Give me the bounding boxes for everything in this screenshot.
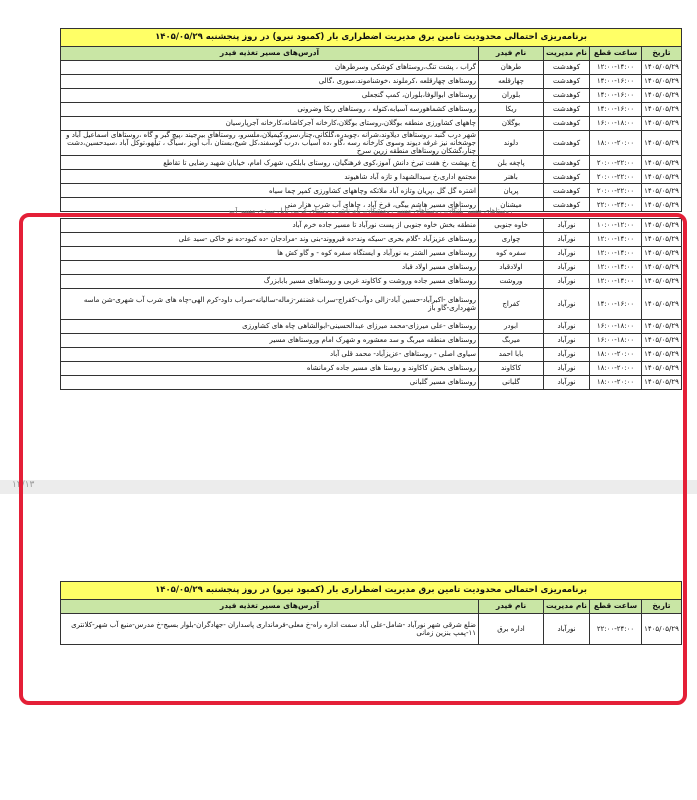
cell-district: نورآباد — [544, 219, 590, 233]
cell-date: ۱۴۰۵/۰۵/۲۹ — [642, 275, 682, 289]
cell-feeder: طرهان — [479, 61, 544, 75]
schedule-table-page-14 — [60, 581, 682, 645]
cell-address: مجتمع اداری،خ سیدالشهدا و تازه آباد شاهیوند — [61, 170, 479, 184]
table-row — [61, 103, 682, 117]
cell-address: روستاهای مسیر گلبانی — [61, 376, 479, 390]
cell-district: کوهدشت — [544, 89, 590, 103]
cell-feeder: اداره برق — [479, 614, 544, 645]
cell-date: ۱۴۰۵/۰۵/۲۹ — [642, 261, 682, 275]
table-title: برنامه‌ریزی احتمالی محدودیت تامین برق مدیریت اضطراری بار (کمبود نیرو) در روز پنجشنبه ۱۴۰۵/۰۵/۲۹ — [61, 582, 682, 600]
header-date: تاریخ — [642, 47, 682, 61]
cell-time: ۲۰:۰۰-۲۲:۰۰ — [590, 184, 642, 198]
header-time: ساعت قطع — [590, 600, 642, 614]
cell-feeder: دلوند — [479, 131, 544, 156]
table-title-row — [61, 582, 682, 600]
table-title: برنامه‌ریزی احتمالی محدودیت تامین برق مدیریت اضطراری بار (کمبود نیرو) در روز پنجشنبه ۱۴۰۵/۰۵/۲۹ — [61, 29, 682, 47]
header-district: نام مدیریت — [544, 47, 590, 61]
cell-time: ۱۲:۰۰-۱۴:۰۰ — [590, 247, 642, 261]
cell-date: ۱۴۰۵/۰۵/۲۹ — [642, 614, 682, 645]
cell-address: روستاهای ابوالوفا،بلوران، کمپ گنجعلی — [61, 89, 479, 103]
cell-address: گراب ، پشت تنگ،روستاهای کوشکی وسرطرهان — [61, 61, 479, 75]
cell-address: روستاهای کشماهورسه آسیابه،کتوله ، روستاهای ریکا وضرونی — [61, 103, 479, 117]
cell-feeder: وروشت — [479, 275, 544, 289]
table-row — [61, 334, 682, 348]
cell-time: ۱۲:۰۰-۱۴:۰۰ — [590, 61, 642, 75]
header-feeder: نام فیدر — [479, 600, 544, 614]
cell-time: ۱۲:۰۰-۱۴:۰۰ — [590, 261, 642, 275]
table-title-row — [61, 29, 682, 47]
cell-address: روستاهای منطقه میربگ و سد معشوره و شهرک امام وروستاهای مسیر — [61, 334, 479, 348]
table-body — [61, 614, 682, 645]
table-header-row — [61, 47, 682, 61]
table-row — [61, 75, 682, 89]
cell-address: ضلع شرقی شهر نورآباد -شامل-علی آباد سمت اداره راه-خ معلی-فرمانداری پاسداران -جهادگران-بلوار بسیج-خ مدرس-منبع آب شهر-کلانتری ۱۱-پمپ بنزین زمانی — [61, 614, 479, 645]
cell-address: روستاهای مسیر اولاد قباد — [61, 261, 479, 275]
cell-feeder: ریکا — [479, 103, 544, 117]
cell-time: ۱۴:۰۰-۱۶:۰۰ — [590, 103, 642, 117]
table-row — [61, 117, 682, 131]
table-body — [61, 61, 682, 212]
cell-district: نورآباد — [544, 614, 590, 645]
header-time: ساعت قطع — [590, 47, 642, 61]
table-row — [61, 320, 682, 334]
table-row — [61, 184, 682, 198]
cell-date: ۱۴۰۵/۰۵/۲۹ — [642, 198, 682, 212]
cell-district: کوهدشت — [544, 170, 590, 184]
cell-address: روستاهای چهارقلعه ،کرملوند ،خوشناموند،سوری ،گالی — [61, 75, 479, 89]
cell-district: نورآباد — [544, 247, 590, 261]
cell-feeder: ابودر — [479, 320, 544, 334]
table-row — [61, 348, 682, 362]
cell-district: نورآباد — [544, 233, 590, 247]
header-feeder: نام فیدر — [479, 47, 544, 61]
header-address: آدرس‌های مسیر تغذیه فیدر — [61, 600, 479, 614]
cell-address: خ بهشت ،خ هفت تیرخ دانش آموز،کوی فرهنگیان، روستای بابلکی، شهرک امام، خیابان شهید رضایی تا تقاطع — [61, 156, 479, 170]
table-header-row — [61, 600, 682, 614]
cell-feeder: گلبانی — [479, 376, 544, 390]
cell-date: ۱۴۰۵/۰۵/۲۹ — [642, 320, 682, 334]
cell-time: ۲۲:۰۰-۲۴:۰۰ — [590, 198, 642, 212]
cell-district: کوهدشت — [544, 156, 590, 170]
cell-feeder: سفره کوه — [479, 247, 544, 261]
cell-address: روستاهای عزیزآباد -گلام بحری -سیکه وند-ده قیرووند-بنی وند -مرادجان -ده کبود-ده نو خاکی -سید علی — [61, 233, 479, 247]
cell-time: ۱۸:۰۰-۲۰:۰۰ — [590, 348, 642, 362]
cell-district: نورآباد — [544, 261, 590, 275]
cell-district: نورآباد — [544, 289, 590, 320]
cell-date: ۱۴۰۵/۰۵/۲۹ — [642, 362, 682, 376]
cell-date: ۱۴۰۵/۰۵/۲۹ — [642, 156, 682, 170]
cell-feeder: چهارقلعه — [479, 75, 544, 89]
cell-date: ۱۴۰۵/۰۵/۲۹ — [642, 117, 682, 131]
cell-time: ۱۸:۰۰-۲۰:۰۰ — [590, 362, 642, 376]
cell-date: ۱۴۰۵/۰۵/۲۹ — [642, 289, 682, 320]
cell-district: کوهدشت — [544, 184, 590, 198]
cell-date: ۱۴۰۵/۰۵/۲۹ — [642, 170, 682, 184]
cell-feeder: میربگ — [479, 334, 544, 348]
schedule-table-nurabad — [60, 218, 682, 390]
cell-time: ۱۲:۰۰-۱۴:۰۰ — [590, 233, 642, 247]
page-number: ۱۴/۱۳ — [12, 480, 35, 490]
table-row — [61, 61, 682, 75]
cell-time: ۱۰:۰۰-۱۲:۰۰ — [590, 219, 642, 233]
cell-date: ۱۴۰۵/۰۵/۲۹ — [642, 184, 682, 198]
cell-time: ۲۲:۰۰-۲۴:۰۰ — [590, 614, 642, 645]
cell-date: ۱۴۰۵/۰۵/۲۹ — [642, 75, 682, 89]
cell-time: ۱۸:۰۰-۲۰:۰۰ — [590, 131, 642, 156]
table-row — [61, 376, 682, 390]
cell-time: ۱۶:۰۰-۱۸:۰۰ — [590, 334, 642, 348]
cell-date: ۱۴۰۵/۰۵/۲۹ — [642, 103, 682, 117]
cell-district: نورآباد — [544, 334, 590, 348]
table-row — [61, 289, 682, 320]
page-separator — [0, 480, 697, 494]
partial-row-text: روستاهای مسیر پلنگان، روستاهای مسیر رومشکان، نام ناشر، روستای غرب، تاپل سبزی مسیر آب — [228, 207, 513, 215]
cell-district: کوهدشت — [544, 117, 590, 131]
table-row — [61, 275, 682, 289]
cell-time: ۱۶:۰۰-۱۸:۰۰ — [590, 117, 642, 131]
cell-time: ۱۲:۰۰-۱۴:۰۰ — [590, 275, 642, 289]
cell-time: ۲۰:۰۰-۲۲:۰۰ — [590, 156, 642, 170]
cell-address: روستاهای مسیر جاده وروشت و کاکاوند غربی و روستاهای مسیر بابابزرگ — [61, 275, 479, 289]
cell-date: ۱۴۰۵/۰۵/۲۹ — [642, 89, 682, 103]
cell-district: کوهدشت — [544, 75, 590, 89]
cell-time: ۱۴:۰۰-۱۶:۰۰ — [590, 289, 642, 320]
cell-feeder: پاچغه بلن — [479, 156, 544, 170]
table-row — [61, 614, 682, 645]
cell-address: چاههای کشاورزی منطقه بوگلان،روستای بوگلان،کارخانه آجرکاشانه،کارخانه آجرپارسیان — [61, 117, 479, 131]
cell-address: روستاهای مسیر الشتر به نورآباد و ایستگاه سفره کوه - و گاو کش ها — [61, 247, 479, 261]
cell-feeder: کاکاوند — [479, 362, 544, 376]
cell-time: ۱۴:۰۰-۱۶:۰۰ — [590, 89, 642, 103]
partially-hidden-row — [60, 207, 681, 216]
cell-district: نورآباد — [544, 348, 590, 362]
header-address: آدرس‌های مسیر تغذیه فیدر — [61, 47, 479, 61]
table-row — [61, 170, 682, 184]
cell-address: سیاوی اصلی - روستاهای -عزیزآباد- محمد قلی آباد — [61, 348, 479, 362]
cell-address: روستاهای -اکبرآباد-حسین آباد-زالی دوآب-کفراج-سراب غضنفر-زماله-سالیانه-سراب داود-کرم الهی-چاه های شرب آب شهری-شن ماسه شهرداری-گاو باز — [61, 289, 479, 320]
cell-date: ۱۴۰۵/۰۵/۲۹ — [642, 376, 682, 390]
cell-feeder: اولادقباد — [479, 261, 544, 275]
schedule-table-kuhdasht — [60, 28, 682, 212]
cell-feeder: باهنر — [479, 170, 544, 184]
cell-date: ۱۴۰۵/۰۵/۲۹ — [642, 219, 682, 233]
table-row — [61, 89, 682, 103]
cell-district: کوهدشت — [544, 103, 590, 117]
table-row — [61, 131, 682, 156]
cell-feeder: پریان — [479, 184, 544, 198]
table-row — [61, 219, 682, 233]
cell-feeder: چواری — [479, 233, 544, 247]
cell-address: منطقه بخش خاوه جنوبی از پست نورآباد تا مسیر جاده خرم آباد — [61, 219, 479, 233]
cell-district: کوهدشت — [544, 198, 590, 212]
cell-district: کوهدشت — [544, 61, 590, 75]
cell-district: نورآباد — [544, 362, 590, 376]
cell-feeder: میشنان — [479, 198, 544, 212]
cell-time: ۱۸:۰۰-۲۰:۰۰ — [590, 376, 642, 390]
cell-time: ۱۴:۰۰-۱۶:۰۰ — [590, 75, 642, 89]
cell-address: روستاهای مسیر هاشم بیگی، فرخ آباد ، چاهای آب شرب هزار منی — [61, 198, 479, 212]
cell-date: ۱۴۰۵/۰۵/۲۹ — [642, 247, 682, 261]
cell-address: شهر درب گنبد ،روستاهای دیلاوند،شرانه ،چوبدره،گلکانی،چنار،سرو،کیمیلان،ملسرو، روستاهای بیرجیند ،پیچ گبر و گاه ،روستاهای اسماعیل آباد و جوشخانه نیز غرفه دیوند وسوی کارخانه رسه ،گاو ،ده آسیاب ،درب گوسفند،کل شیخ،بستان ،آب آویز ،سیاگ ، تیلهو،توکل آباد ،سیدحسین،دشت چنار،گشکان روستاهای منطقه زرین سرخ — [61, 131, 479, 156]
cell-date: ۱۴۰۵/۰۵/۲۹ — [642, 61, 682, 75]
cell-date: ۱۴۰۵/۰۵/۲۹ — [642, 348, 682, 362]
table-row — [61, 233, 682, 247]
cell-time: ۲۰:۰۰-۲۲:۰۰ — [590, 170, 642, 184]
cell-feeder: کفراج — [479, 289, 544, 320]
cell-feeder: خاوه جنوبی — [479, 219, 544, 233]
header-date: تاریخ — [642, 600, 682, 614]
table-row — [61, 156, 682, 170]
cell-feeder: بوگلان — [479, 117, 544, 131]
cell-date: ۱۴۰۵/۰۵/۲۹ — [642, 233, 682, 247]
cell-feeder: بابا احمد — [479, 348, 544, 362]
cell-district: نورآباد — [544, 275, 590, 289]
cell-feeder: بلوران — [479, 89, 544, 103]
table-row — [61, 261, 682, 275]
cell-district: نورآباد — [544, 376, 590, 390]
cell-address: روستاهای بخش کاکاوند و روستا های مسیر جاده کرمانشاه — [61, 362, 479, 376]
cell-address: روستاهای -علی میرزای-محمد میرزای عبدالحسینی-ابوالشاهی چاه های کشاورزی — [61, 320, 479, 334]
cell-district: نورآباد — [544, 320, 590, 334]
header-district: نام مدیریت — [544, 600, 590, 614]
cell-address: اشتره گل گل ،پریان وتازه آباد ملاتکه وچاههای کشاورزی کمپر چما سیاه — [61, 184, 479, 198]
cell-date: ۱۴۰۵/۰۵/۲۹ — [642, 131, 682, 156]
table-row — [61, 362, 682, 376]
cell-time: ۱۶:۰۰-۱۸:۰۰ — [590, 320, 642, 334]
table-row — [61, 247, 682, 261]
cell-district: کوهدشت — [544, 131, 590, 156]
table-body — [61, 219, 682, 390]
cell-date: ۱۴۰۵/۰۵/۲۹ — [642, 334, 682, 348]
